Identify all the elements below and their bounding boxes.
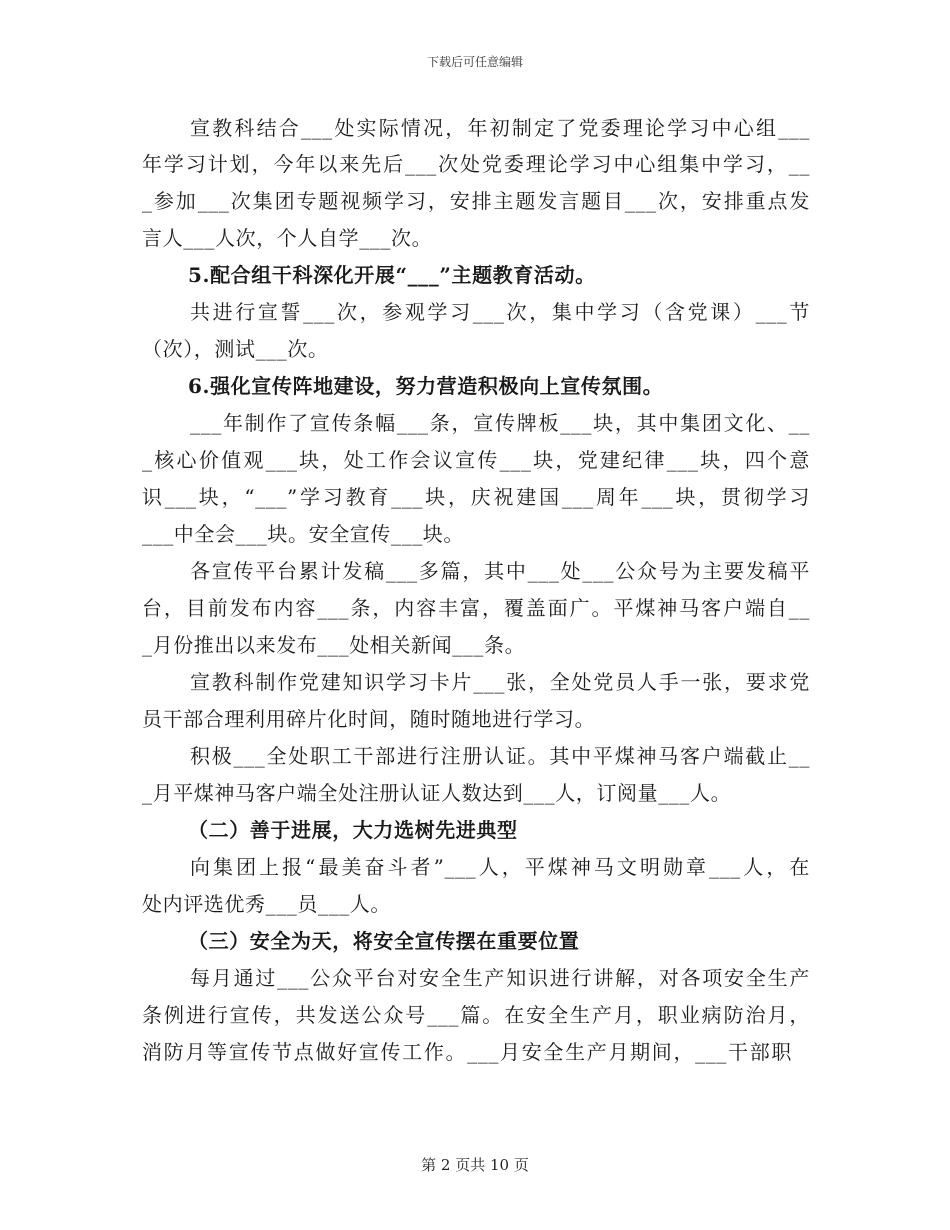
paragraph-line: 积极___全处职工干部进行注册认证。其中平煤神马客户端截止__ bbox=[190, 744, 810, 768]
paragraph-line: 共进行宣誓___次，参观学习___次，集中学习（含党课）___节 bbox=[190, 300, 810, 324]
paragraph-line: 向集团上报“最美奋斗者”___人，平煤神马文明勋章___人，在 bbox=[190, 855, 810, 879]
section-heading: （三）安全为天，将安全宣传摆在重要位置 bbox=[188, 929, 580, 953]
page-footer: 第 2 页共 10 页 bbox=[421, 1156, 529, 1174]
paragraph-line: 宣教科结合___处实际情况，年初制定了党委理论学习中心组___ bbox=[190, 116, 810, 140]
paragraph-line: 条例进行宣传，共发送公众号___篇。在安全生产月，职业病防治月， bbox=[142, 1003, 810, 1027]
paragraph-line: 台，目前发布内容___条，内容丰富，覆盖面广。平煤神马客户端自__ bbox=[142, 596, 810, 620]
paragraph-line: _核心价值观___块，处工作会议宣传___块，党建纪律___块，四个意 bbox=[142, 448, 810, 472]
paragraph-line: 消防月等宣传节点做好宣传工作。___月安全生产月期间，___干部职 bbox=[142, 1040, 792, 1064]
paragraph-line: 每月通过___公众平台对安全生产知识进行讲解，对各项安全生产 bbox=[190, 966, 810, 990]
page-header: 下载后可任意编辑 bbox=[426, 55, 523, 69]
section-heading: 5.配合组干科深化开展“___”主题教育活动。 bbox=[188, 263, 596, 287]
paragraph-line: _参加___次集团专题视频学习，安排主题发言题目___次，安排重点发 bbox=[142, 189, 810, 213]
section-heading: （二）善于进展，大力选树先进典型 bbox=[188, 818, 518, 842]
paragraph-line: ___年制作了宣传条幅___条，宣传牌板___块，其中集团文化、__ bbox=[190, 411, 810, 435]
paragraph-line: 宣教科制作党建知识学习卡片___张，全处党员人手一张，要求党 bbox=[190, 670, 810, 694]
paragraph-line: _月平煤神马客户端全处注册认证人数达到___人，订阅量___人。 bbox=[142, 781, 732, 805]
paragraph-line: _月份推出以来发布___处相关新闻___条。 bbox=[142, 633, 526, 657]
paragraph-line: 处内评选优秀___员___人。 bbox=[142, 892, 391, 916]
paragraph-line: ___中全会___块。安全宣传___块。 bbox=[142, 522, 464, 546]
paragraph-line: 各宣传平台累计发稿___多篇，其中___处___公众号为主要发稿平 bbox=[190, 559, 810, 583]
paragraph-line: 识___块，“___”学习教育___块，庆祝建国___周年___块，贯彻学习 bbox=[142, 485, 810, 509]
section-heading: 6.强化宣传阵地建设，努力营造积极向上宣传氛围。 bbox=[188, 374, 664, 398]
paragraph-line: 员干部合理利用碎片化时间，随时随地进行学习。 bbox=[142, 707, 596, 731]
paragraph-line: 言人___人次，个人自学___次。 bbox=[142, 226, 433, 250]
paragraph-line: （次），测试___次。 bbox=[142, 337, 329, 361]
paragraph-line: 年学习计划，今年以来先后___次处党委理论学习中心组集中学习，__ bbox=[142, 152, 810, 176]
